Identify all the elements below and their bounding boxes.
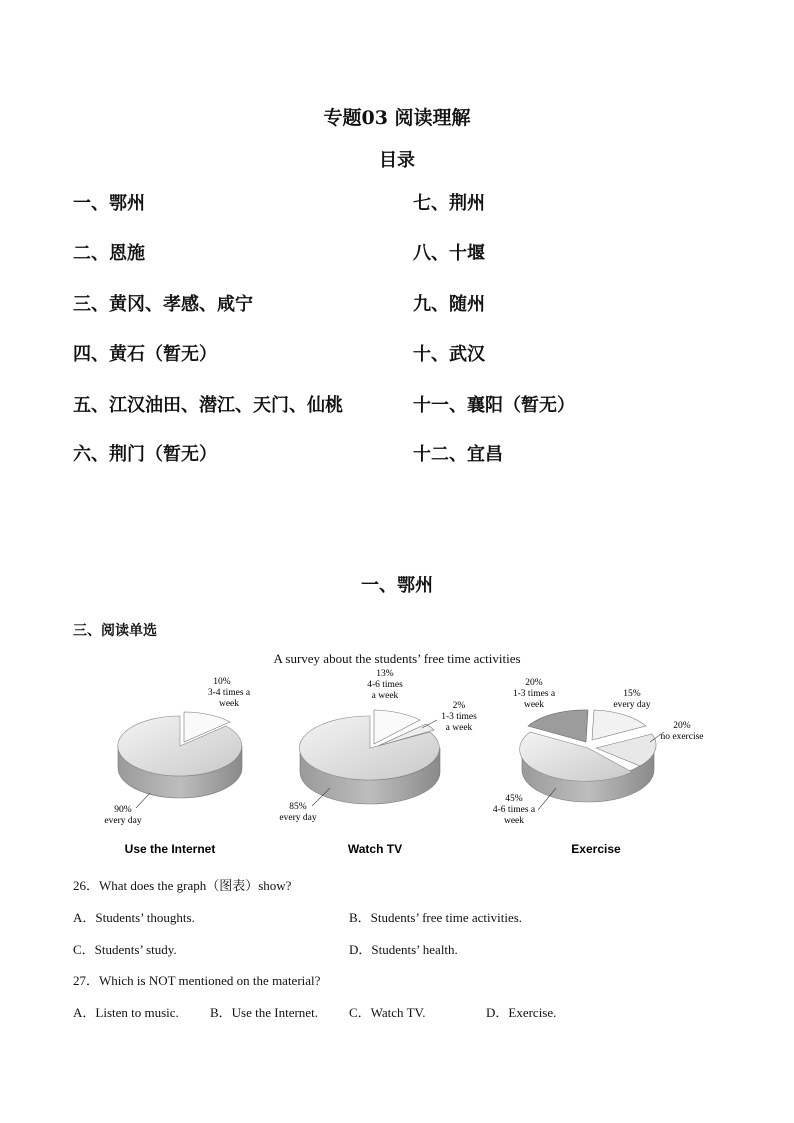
- pie-chart-internet: [104, 677, 250, 856]
- question-27-option-c: C．Watch TV.: [349, 1005, 426, 1020]
- toc-item-xiangyang: 十一、襄阳（暂无）: [413, 395, 575, 416]
- toc-item-huangshi: 四、黄石（暂无）: [73, 344, 217, 365]
- slice-every-day: [592, 710, 646, 740]
- toc-item-jingmen: 六、荆门（暂无）: [73, 444, 217, 465]
- label-4-6-times-2: week: [503, 816, 525, 826]
- label-4-6-times-2: a week: [371, 691, 399, 701]
- question-27-stem: 27．Which is NOT mentioned on the material?: [73, 973, 321, 988]
- label-1-3-times-2: a week: [445, 723, 473, 733]
- chart-title-exercise: Exercise: [571, 842, 621, 856]
- document-title: 专题03 阅读理解: [323, 107, 471, 129]
- label-20pct-c: 20%: [673, 721, 691, 731]
- label-13pct: 13%: [376, 669, 394, 679]
- toc-item-enshi: 二、恩施: [73, 243, 145, 264]
- toc-item-jianghan: 五、江汉油田、潜江、天门、仙桃: [73, 395, 343, 416]
- pie-chart-tv: [279, 669, 477, 856]
- slice-every-day: [299, 716, 439, 780]
- section-heading: 一、鄂州: [361, 575, 433, 596]
- label-4-6-times-1: 4-6 times a: [492, 805, 536, 815]
- section-subheading: 三、阅读单选: [73, 623, 157, 639]
- label-no-exercise: no exercise: [660, 732, 704, 742]
- label-20pct-a: 20%: [525, 678, 543, 688]
- chart-title-internet: Use the Internet: [124, 842, 216, 856]
- label-1-3-times-2: week: [523, 700, 545, 710]
- survey-pie-charts: [0, 668, 794, 864]
- figure-caption: A survey about the students’ free time activities: [273, 651, 521, 666]
- question-27-option-a: A．Listen to music.: [73, 1005, 179, 1020]
- toc-item-jingzhou: 七、荆州: [413, 193, 485, 214]
- chart-title-tv: Watch TV: [347, 842, 403, 856]
- label-90pct: 90%: [114, 805, 132, 815]
- pie-chart-exercise: [493, 678, 704, 856]
- toc-heading: 目录: [379, 150, 415, 171]
- question-26-option-a: A．Students’ thoughts.: [73, 910, 195, 925]
- question-26-option-c: C．Students’ study.: [73, 942, 177, 957]
- toc-item-yichang: 十二、宜昌: [413, 444, 503, 465]
- question-27-option-b: B．Use the Internet.: [210, 1005, 318, 1020]
- question-27-option-d: D．Exercise.: [486, 1005, 557, 1020]
- label-3-4-times-1: 3-4 times a: [207, 688, 251, 698]
- label-3-4-times-2: week: [218, 699, 240, 709]
- toc-item-huanggang: 三、黄冈、孝感、咸宁: [73, 294, 253, 315]
- label-every-day: every day: [613, 700, 651, 710]
- label-15pct: 15%: [623, 689, 641, 699]
- question-26-stem: 26．What does the graph（图表）show?: [73, 878, 292, 893]
- toc-item-suizhou: 九、随州: [413, 294, 485, 315]
- toc-item-shiyan: 八、十堰: [413, 243, 485, 264]
- label-85pct: 85%: [289, 802, 307, 812]
- label-45pct: 45%: [505, 794, 523, 804]
- label-every-day: every day: [104, 816, 142, 826]
- label-2pct: 2%: [452, 701, 466, 711]
- question-26-option-d: D．Students’ health.: [349, 942, 458, 957]
- label-every-day: every day: [279, 813, 317, 823]
- question-26-option-b: B．Students’ free time activities.: [349, 910, 523, 925]
- label-10pct: 10%: [213, 677, 231, 687]
- toc-item-ezhou: 一、鄂州: [73, 193, 145, 214]
- label-1-3-times-1: 1-3 times a: [512, 689, 556, 699]
- label-4-6-times-1: 4-6 times: [367, 680, 403, 690]
- leader-line: [136, 793, 150, 808]
- label-1-3-times-1: 1-3 times: [441, 712, 477, 722]
- toc-item-wuhan: 十、武汉: [413, 344, 485, 365]
